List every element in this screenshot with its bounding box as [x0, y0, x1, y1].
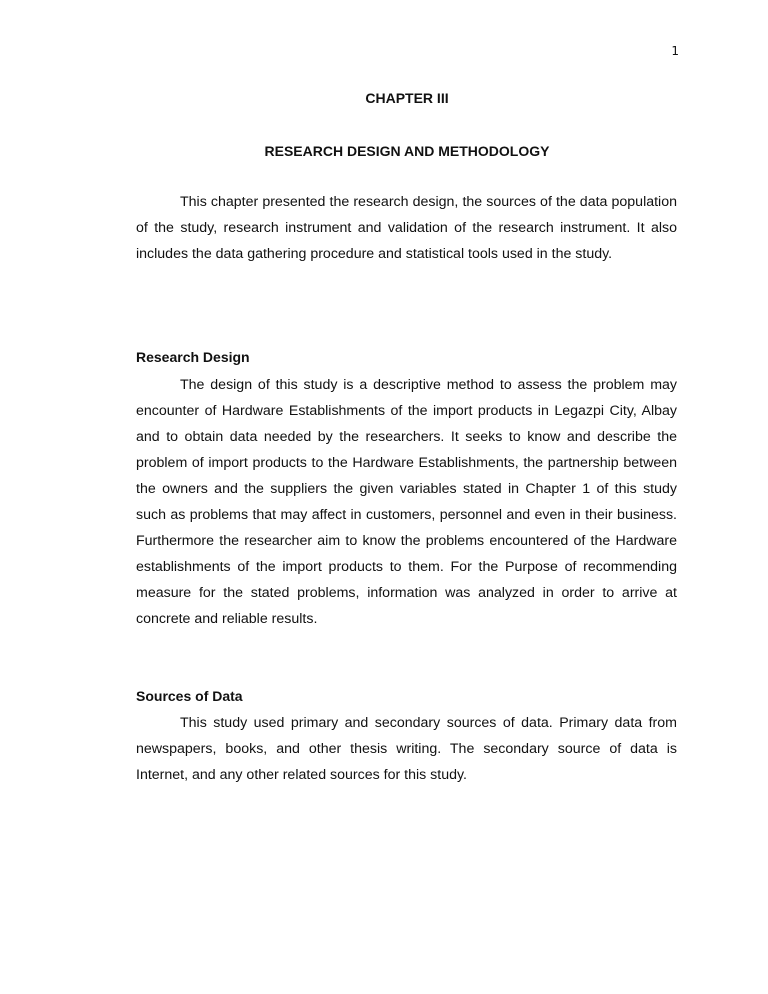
chapter-title: RESEARCH DESIGN AND METHODOLOGY — [264, 143, 550, 159]
research-design-heading: Research Design — [136, 349, 250, 365]
sources-of-data-body — [136, 710, 677, 788]
intro-paragraph: This chapter presented the research design, the sources of the data population of the study, research instrument and validation of the research instrument. It also includes the data gathering procedure and statistical tools used in the study. — [136, 194, 677, 262]
research-design-body — [136, 372, 677, 632]
sources-of-data-heading: Sources of Data — [136, 688, 243, 704]
page-number: 1 — [671, 44, 679, 58]
chapter-label: CHAPTER III — [365, 90, 449, 106]
intro-paragraph-block — [136, 189, 677, 267]
sources-of-data-paragraph: This study used primary and secondary sources of data. Primary data from newspapers, books, and other thesis writing. The secondary source of data is Internet, and any other related sources for this study. — [136, 715, 677, 783]
research-design-paragraph: The design of this study is a descriptive method to assess the problem may encounter of Hardware Establishments of the import products in Legazpi City, Albay and to obtain data needed by the researchers. It seeks to know and describe the problem of import products to the Hardware Establishments, the partnership between the owners and the suppliers the given variables stated in Chapter 1 of this study such as problems that may affect in customers, personnel and even in their business. Furthermore the researcher aim to know the problems encountered of the Hardware establishments of the import products to them. For the Purpose of recommending measure for the stated problems, information was analyzed in order to arrive at concrete and reliable results. — [136, 377, 677, 627]
